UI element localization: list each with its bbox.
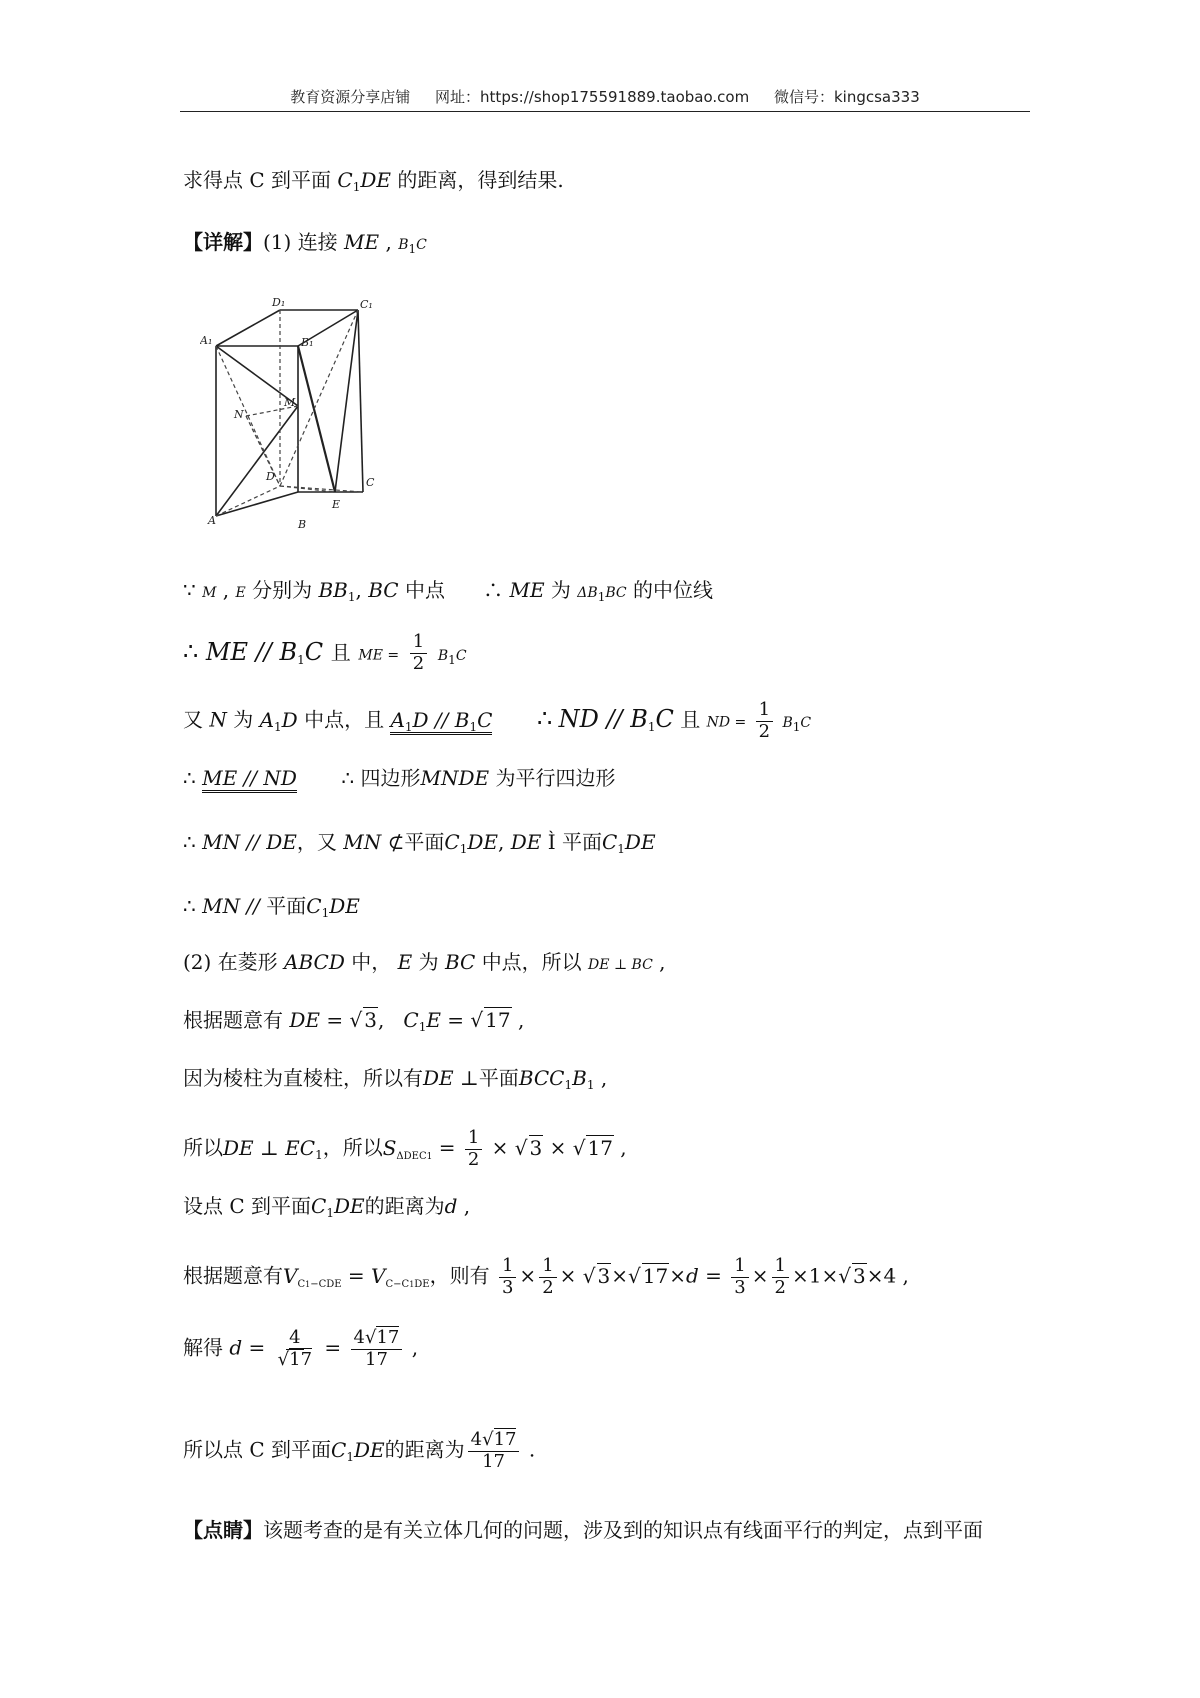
math: ΔB1BC xyxy=(577,585,627,604)
text: 根据题意有 xyxy=(183,1263,283,1288)
math: ME // $B_1C$ xyxy=(205,637,324,667)
sqrt: √ 17 xyxy=(470,1008,511,1032)
line-right-prism: 因为棱柱为直棱柱，所以有DE ⊥平面$BCC_1B_1$ , xyxy=(183,1066,608,1092)
math: ABCD xyxy=(284,950,345,974)
text: 平面 xyxy=(561,830,602,854)
math: ME xyxy=(344,230,380,254)
line-volume-equation: 根据题意有$V_{C1-CDE} = V_{C-C1DE}$，则有 $\frac{1}{3}$ × $\frac{1}{2}$ × √ 3×√ 17×d = $\frac{1}{3}$ × $\frac{1}{2}$ ×1×√ 3×4 , xyxy=(183,1255,909,1298)
text: 中点，且 xyxy=(304,707,385,732)
math: DE ⊥ xyxy=(423,1066,479,1090)
sqrt: √ 3 xyxy=(838,1263,866,1288)
text: 的距离，得到结果. xyxy=(397,168,564,192)
not-subset-symbol: ⊄ xyxy=(387,830,405,854)
text: 为 xyxy=(233,707,254,732)
figure-label-d1: D₁ xyxy=(272,296,286,309)
text: ，又 xyxy=(296,830,337,854)
header-wechat: 微信号：kingcsa333 xyxy=(773,88,920,106)
math: $C_1DE$ xyxy=(306,894,360,920)
figure-label-a: A xyxy=(208,514,216,527)
math: ND // $B_1C$ xyxy=(558,704,674,734)
figure-label-c1: C₁ xyxy=(360,298,373,311)
figure-label-e: E xyxy=(332,498,341,511)
figure-label-d: D xyxy=(266,470,275,483)
line-me-parallel xyxy=(183,632,467,674)
line-mn-parallel-de: ∴ MN // DE，又 MN ⊄平面$C_1DE$, DE Ì 平面$C_1DE$ xyxy=(183,830,656,856)
sqrt: √ 3 xyxy=(514,1135,543,1160)
fraction: $\frac{4}{√17}$ xyxy=(277,1327,313,1370)
sqrt: √ 3 xyxy=(349,1008,377,1032)
math: $C_1DE$ xyxy=(601,830,656,856)
math: DE ⊥ BC xyxy=(588,957,653,973)
sqrt: √ 3 xyxy=(582,1263,611,1288)
sqrt: √ 17 xyxy=(628,1263,669,1288)
text: 该题考查的是有关立体几何的问题，涉及到的知识点有线面平行的判定，点到平面 xyxy=(263,1518,983,1542)
header-url: 网址：https://shop175591889.taobao.com xyxy=(435,88,750,106)
header-shop: 教育资源分享店铺 xyxy=(290,88,411,106)
math: ME // ND xyxy=(202,766,297,793)
math: ME xyxy=(509,578,545,602)
line-midpoint-reason: ∵ M , E 分别为 $BB_1$, BC 中点 ∴ ME 为 ΔB1BC 的中位线 xyxy=(183,578,713,604)
line-rhombus: (2) 在菱形 ABCD 中， E 为 BC 中点，所以 DE ⊥ BC , xyxy=(183,950,666,974)
math: MN // xyxy=(202,894,260,918)
fraction: $\frac{1}{2}$ xyxy=(465,1128,482,1170)
math: d xyxy=(229,1335,243,1360)
text: 平面 xyxy=(404,830,445,854)
therefore-symbol: ∴ xyxy=(183,894,196,918)
because-symbol: ∵ xyxy=(183,578,196,602)
math: E xyxy=(235,585,246,601)
math: E xyxy=(397,950,413,974)
math: BC xyxy=(368,578,399,602)
math: DE = xyxy=(289,1008,344,1032)
math: ME = xyxy=(358,647,400,664)
text: 的距离为 xyxy=(364,1194,445,1218)
text: ，则有 xyxy=(429,1263,490,1288)
text: (1) 连接 xyxy=(263,230,338,254)
line-conclusion-intro xyxy=(183,168,564,194)
therefore-symbol: ∴ xyxy=(183,766,196,790)
math: $C_1DE$ xyxy=(444,830,498,856)
text: (2) 在菱形 xyxy=(183,950,278,974)
line-area: 所以DE ⊥ $EC_1$，所以$S_{\Delta DEC1}$ = $\frac{1}{2}$ × √ 3 × √ 17 , xyxy=(183,1127,627,1170)
subset-symbol: Ì xyxy=(547,830,556,854)
math: B1C xyxy=(782,714,812,734)
fraction: $\frac{1}{2}$ xyxy=(539,1256,556,1298)
fraction: $\frac{1}{2}$ xyxy=(756,700,773,742)
math: $C_1DE$ xyxy=(331,1437,385,1464)
line-parallelogram xyxy=(183,766,616,790)
text: 又 xyxy=(183,707,203,732)
text: 设点 C 到平面 xyxy=(183,1194,312,1218)
text: 四边形 xyxy=(360,766,421,790)
therefore-symbol: ∴ xyxy=(183,637,199,666)
math: MN // DE xyxy=(202,830,297,854)
text: 中点 xyxy=(404,578,445,602)
figure-label-c: C xyxy=(366,476,375,489)
text: 中， xyxy=(351,950,392,974)
math: DE xyxy=(510,830,542,854)
math: $C_1DE$ xyxy=(337,168,391,194)
line-detail-heading: 【详解】(1) 连接 ME , B1C xyxy=(183,230,427,256)
math: BC xyxy=(444,950,476,974)
figure-label-m: M xyxy=(284,396,296,409)
text: ，所以 xyxy=(322,1135,383,1160)
text: 的中位线 xyxy=(632,578,713,602)
text: 且 xyxy=(330,640,351,665)
math: $V_{C-C1DE}$ xyxy=(371,1263,430,1290)
fraction: $\frac{1}{2}$ xyxy=(772,1256,789,1298)
fraction: $\frac{4√17}{17}$ xyxy=(468,1430,520,1472)
fraction: $\frac{1}{3}$ xyxy=(731,1256,748,1298)
math: d xyxy=(685,1263,699,1288)
text: 所以点 C 到平面 xyxy=(183,1437,332,1462)
figure-label-b1: B₁ xyxy=(301,336,314,349)
math: $V_{C1-CDE}$ xyxy=(283,1263,342,1290)
header-rule xyxy=(180,111,1030,112)
text: 分别为 xyxy=(252,578,313,602)
section-label: 【详解】 xyxy=(183,230,263,254)
math: ND = xyxy=(706,714,747,731)
math: $A_1D // B_1C$ xyxy=(390,707,493,734)
line-lengths: 根据题意有 DE = √ 3, $C_1E$ = √ 17 , xyxy=(183,1008,525,1034)
math: $C_1E$ = xyxy=(403,1008,465,1034)
line-mn-parallel-plane xyxy=(183,894,360,920)
text: 为 xyxy=(550,578,571,602)
header-text xyxy=(180,86,1030,107)
math: 4 xyxy=(883,1263,897,1288)
sqrt: √ 17 xyxy=(572,1135,613,1160)
figure-label-a1: A₁ xyxy=(200,334,213,347)
line-set-distance: 设点 C 到平面$C_1DE$的距离为d , xyxy=(183,1194,471,1220)
text: 的距离为 xyxy=(384,1437,465,1462)
math: $A_1D$ xyxy=(259,707,298,734)
prism-figure xyxy=(200,296,400,536)
math: B1C xyxy=(398,237,427,256)
line-comment xyxy=(183,1518,983,1542)
text: 且 xyxy=(680,707,701,732)
text: 平面 xyxy=(266,894,307,918)
text: 根据题意有 xyxy=(183,1008,283,1032)
math: $BCC_1B_1$ xyxy=(518,1066,595,1092)
line-solve-d: 解得 d = $\frac{4}{√17}$ = $\frac{4√17}{17}$ , xyxy=(183,1327,419,1370)
line-nd-parallel xyxy=(183,700,811,742)
math: M xyxy=(202,585,217,601)
text: 因为棱柱为直棱柱，所以有 xyxy=(183,1066,423,1090)
figure-label-b: B xyxy=(298,518,307,531)
fraction: $\frac{1}{2}$ xyxy=(410,632,427,674)
text: 中点，所以 xyxy=(481,950,582,974)
figure-label-n: N xyxy=(234,408,244,421)
therefore-symbol: ∴ xyxy=(183,830,196,854)
math: DE ⊥ $EC_1$ xyxy=(223,1135,323,1162)
math: N xyxy=(209,707,227,732)
text: 为 xyxy=(418,950,439,974)
fraction: $\frac{4√17}{17}$ xyxy=(351,1328,403,1370)
text: 所以 xyxy=(183,1135,223,1160)
therefore-symbol: ∴ xyxy=(483,578,504,602)
math: $C_1DE$ xyxy=(311,1194,365,1220)
text: 为平行四边形 xyxy=(495,766,616,790)
section-label: 【点睛】 xyxy=(183,1518,263,1542)
math: B1C xyxy=(437,647,467,667)
line-answer: 所以点 C 到平面$C_1DE$的距离为 $\frac{4√17}{17}$ . xyxy=(183,1429,536,1472)
math: 1 xyxy=(808,1263,822,1288)
text: 平面 xyxy=(478,1066,519,1090)
math: $S_{\Delta DEC1}$ xyxy=(382,1135,433,1162)
fraction: $\frac{1}{3}$ xyxy=(499,1256,516,1298)
text: 求得点 C 到平面 xyxy=(183,168,332,192)
therefore-symbol: ∴ xyxy=(536,704,553,733)
math: MN xyxy=(343,830,382,854)
text: 解得 xyxy=(183,1335,223,1360)
math: d xyxy=(444,1194,458,1218)
math: MNDE xyxy=(420,766,490,790)
math: $BB_1$ xyxy=(318,578,356,604)
therefore-symbol: ∴ xyxy=(341,766,355,790)
